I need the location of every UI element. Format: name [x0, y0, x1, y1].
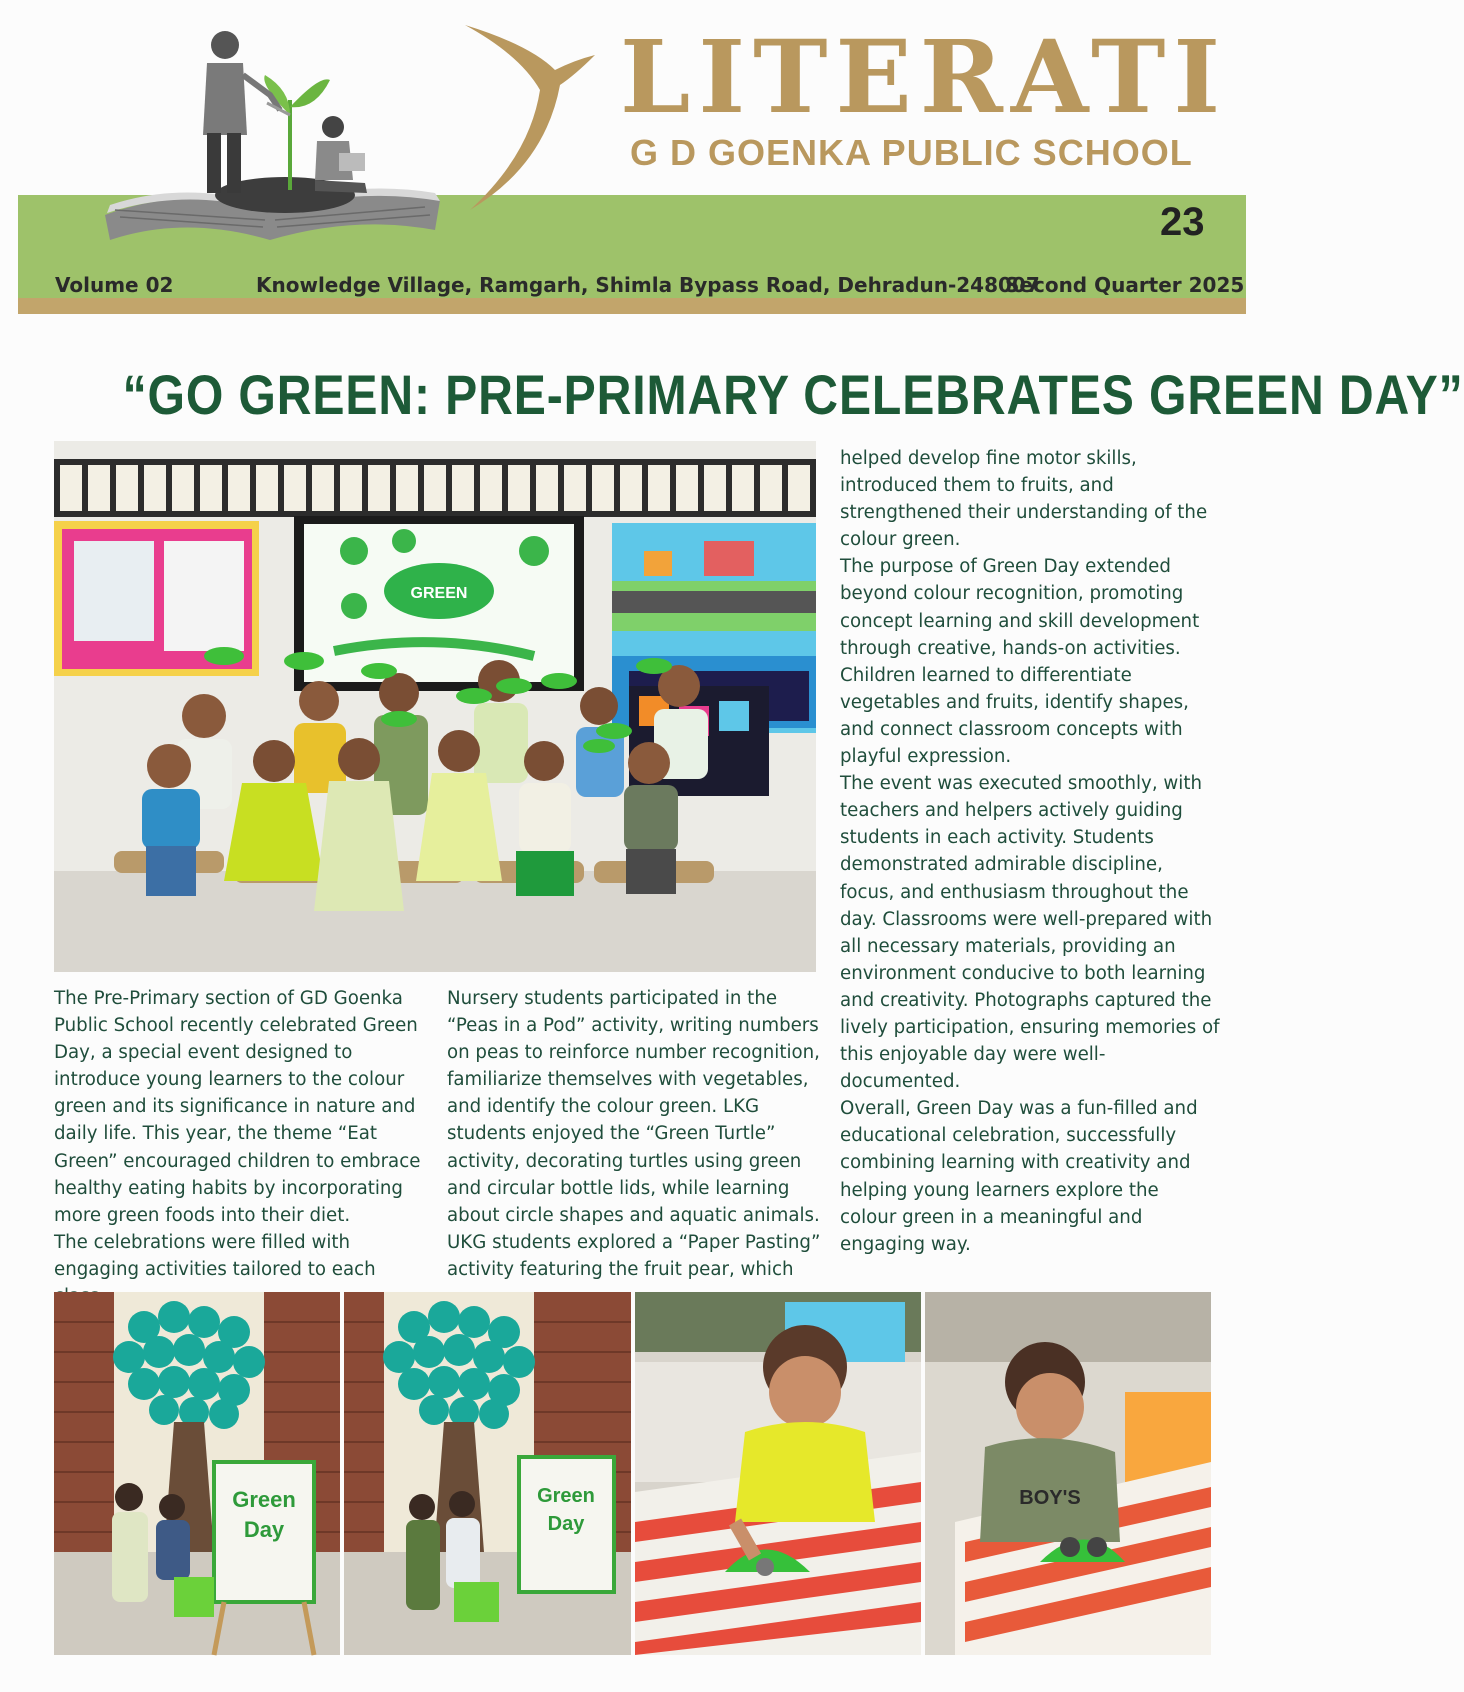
paragraph-execution: The event was executed smoothly, with teachers and helpers actively guiding students in each activity. Students demonstrated admirable discipline, focus, and enthusiasm throughout the day. Classrooms were well-prepared with all necessary materials, providing an environment conducive to both learning and creativity. Photographs captured the lively participation, ensuring memories of this enjoyable day were well-documented. [840, 773, 1220, 1093]
bird-swoosh-logo [460, 15, 600, 215]
child-pasting-photo-1 [635, 1292, 921, 1655]
balloon-tree-photo-2 [344, 1292, 631, 1655]
brand-title: LITERATI [620, 18, 1229, 136]
masthead [0, 0, 1260, 320]
paragraph-celebrations: The celebrations were filled with engaging activities tailored to each [54, 1231, 376, 1280]
book-plant-illustration [95, 15, 445, 245]
green-day-board-text-2: Day [243, 1517, 285, 1542]
volume-label: Volume 02 [55, 273, 174, 297]
balloon-tree-photo-1 [54, 1292, 340, 1655]
article-headline: “GO GREEN: PRE-PRIMARY CELEBRATES GREEN DAY” [122, 363, 1464, 426]
paragraph-fine-motor: helped develop fine motor skills, introduced them to fruits, and strengthened their understanding of the colour green. [840, 448, 1208, 551]
shirt-text: BOY'S [1019, 1487, 1081, 1509]
paragraph-purpose: The purpose of Green Day extended beyond colour recognition, promoting concept learning and skill development through creative, hands-on activities. Children learned to differentiate vegetables and fruits, identify shapes, and connect classroom concepts with playful expression. [840, 556, 1200, 768]
child-pasting-photo-2 [925, 1292, 1211, 1655]
article-column-right [840, 445, 1220, 1258]
paragraph-conclusion: Overall, Green Day was a fun-filled and educational celebration, successfully combining learning with creativity and helping young learners explore the colour green in a meaningful and engaging way. [840, 1098, 1198, 1255]
paragraph-activities: Nursery students participated in the “Peas in a Pod” activity, writing numbers on peas to reinforce number recognition, familiarize themselves with vegetables, and identify the colour green. LKG students enjoyed the “Green Turtle” activity, decorating turtles using green and circular bottle lids, while learning about circle shapes and aquatic animals. UKG students explored a “Paper Pasting” activity featuring the fruit pear, which [447, 988, 821, 1280]
screen-green-text: GREEN [410, 585, 468, 602]
quarter-label: Second Quarter 2025 [1005, 273, 1245, 297]
green-day-board-text: Green [232, 1487, 296, 1512]
green-day-board-text-b2: Day [547, 1513, 585, 1535]
header-gold-rule [18, 298, 1246, 314]
green-day-board-text-b: Green [537, 1485, 595, 1507]
page-number: 23 [1160, 200, 1205, 244]
school-name: G D GOENKA PUBLIC SCHOOL [630, 132, 1193, 173]
classroom-group-photo [54, 441, 816, 972]
article-column-left [54, 985, 429, 1310]
address-label: Knowledge Village, Ramgarh, Shimla Bypass Road, Dehradun-248007 [256, 273, 1040, 297]
article-column-middle [447, 985, 822, 1283]
paragraph-intro: The Pre-Primary section of GD Goenka Public School recently celebrated Green Day, a special event designed to introduce young learners to the colour green and its significance in nature and daily life. This year, the theme “Eat Green” encouraged children to embrace healthy eating habits by incorporating more green foods into their diet. [54, 988, 421, 1226]
